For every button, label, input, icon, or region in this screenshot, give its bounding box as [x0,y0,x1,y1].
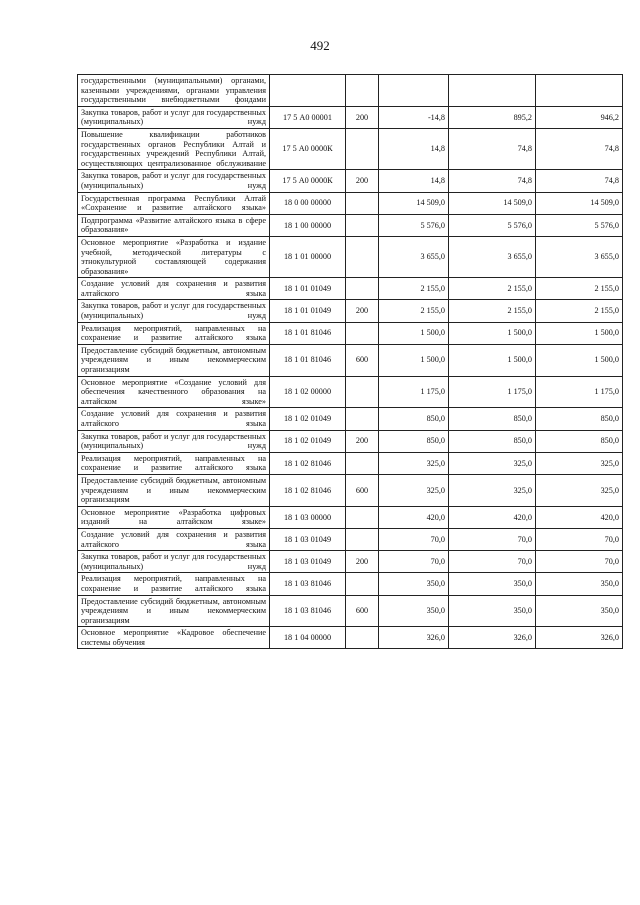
row-name-cell: Реализация мероприятий, направленных на сохранение и развитие алтайского языка [78,573,270,595]
row-name-cell: Закупка товаров, работ и услуг для государственных (муниципальных) нужд [78,106,270,128]
row-code-cell: 18 1 01 00000 [270,236,346,277]
row-name-cell: Основное мероприятие «Кадровое обеспечение системы обучения [78,627,270,649]
row-amount-1-cell: 70,0 [379,551,449,573]
row-expense-type-cell: 200 [346,430,379,452]
row-expense-type-cell: 600 [346,344,379,376]
row-name-cell: Закупка товаров, работ и услуг для государственных (муниципальных) нужд [78,170,270,192]
row-amount-3-cell: 850,0 [536,430,623,452]
row-amount-2-cell: 1 500,0 [449,344,536,376]
table-row [78,170,623,192]
row-name-cell: Закупка товаров, работ и услуг для государственных (муниципальных) нужд [78,551,270,573]
row-amount-3-cell: 74,8 [536,128,623,169]
row-name-cell: Создание условий для сохранения и развития алтайского языка [78,408,270,430]
row-amount-2-cell: 70,0 [449,528,536,550]
row-amount-1-cell: 420,0 [379,506,449,528]
table-row [78,627,623,649]
row-amount-1-cell: 14,8 [379,128,449,169]
table-row [78,528,623,550]
table-row [78,128,623,169]
row-expense-type-cell: 200 [346,106,379,128]
row-amount-1-cell: 5 576,0 [379,214,449,236]
row-amount-3-cell: 2 155,0 [536,300,623,322]
budget-table-body [78,75,623,649]
table-row [78,106,623,128]
row-code-cell: 18 1 02 01049 [270,430,346,452]
row-amount-3-cell: 946,2 [536,106,623,128]
row-code-cell: 18 1 01 01049 [270,278,346,300]
row-code-cell: 18 1 01 81046 [270,322,346,344]
row-amount-3-cell: 420,0 [536,506,623,528]
row-code-cell: 18 1 02 01049 [270,408,346,430]
row-code-cell: 18 1 03 81046 [270,595,346,627]
row-name-cell: Закупка товаров, работ и услуг для государственных (муниципальных) нужд [78,430,270,452]
row-amount-2-cell: 325,0 [449,452,536,474]
budget-table [77,74,623,649]
table-row [78,75,623,107]
row-amount-2-cell: 3 655,0 [449,236,536,277]
row-amount-2-cell: 350,0 [449,595,536,627]
row-amount-2-cell: 325,0 [449,474,536,506]
row-expense-type-cell [346,408,379,430]
row-expense-type-cell [346,192,379,214]
row-amount-3-cell: 3 655,0 [536,236,623,277]
row-amount-1-cell: 850,0 [379,430,449,452]
page-number: 492 [310,38,330,53]
row-amount-2-cell: 895,2 [449,106,536,128]
row-amount-1-cell: -14,8 [379,106,449,128]
row-expense-type-cell [346,627,379,649]
row-amount-1-cell: 1 500,0 [379,322,449,344]
row-code-cell: 18 0 00 00000 [270,192,346,214]
table-row [78,595,623,627]
table-row [78,214,623,236]
table-row [78,408,623,430]
row-amount-2-cell: 420,0 [449,506,536,528]
row-amount-1-cell: 326,0 [379,627,449,649]
row-name-cell: Государственная программа Республики Алтай «Сохранение и развитие алтайского языка» [78,192,270,214]
row-name-cell: Создание условий для сохранения и развития алтайского языка [78,278,270,300]
row-amount-3-cell [536,75,623,107]
row-amount-3-cell: 1 500,0 [536,322,623,344]
row-amount-3-cell: 1 500,0 [536,344,623,376]
row-code-cell: 18 1 02 81046 [270,474,346,506]
row-name-cell: Основное мероприятие «Разработка и издание учебной, методической литературы с этнокультурной составляющей содержания образования» [78,236,270,277]
row-amount-2-cell: 5 576,0 [449,214,536,236]
row-code-cell: 18 1 03 00000 [270,506,346,528]
row-amount-1-cell: 325,0 [379,452,449,474]
row-name-cell: государственными (муниципальными) органами, казенными учреждениями, органами управления государственными внебюджетными фондами [78,75,270,107]
row-expense-type-cell [346,236,379,277]
table-row [78,430,623,452]
row-name-cell: Предоставление субсидий бюджетным, автономным учреждениям и иным некоммерческим организациям [78,595,270,627]
row-expense-type-cell: 600 [346,595,379,627]
row-amount-3-cell: 350,0 [536,573,623,595]
row-code-cell: 17 5 А0 00001 [270,106,346,128]
row-name-cell: Предоставление субсидий бюджетным, автономным учреждениям и иным некоммерческим организациям [78,474,270,506]
row-code-cell: 18 1 02 81046 [270,452,346,474]
table-row [78,376,623,408]
row-name-cell: Закупка товаров, работ и услуг для государственных (муниципальных) нужд [78,300,270,322]
row-expense-type-cell [346,214,379,236]
row-amount-1-cell: 2 155,0 [379,300,449,322]
row-expense-type-cell [346,128,379,169]
row-amount-1-cell: 14,8 [379,170,449,192]
table-row [78,506,623,528]
row-amount-3-cell: 1 175,0 [536,376,623,408]
row-code-cell: 18 1 01 81046 [270,344,346,376]
row-code-cell: 17 5 А0 0000К [270,170,346,192]
row-amount-3-cell: 5 576,0 [536,214,623,236]
row-expense-type-cell: 200 [346,551,379,573]
row-name-cell: Реализация мероприятий, направленных на сохранение и развитие алтайского языка [78,452,270,474]
row-amount-3-cell: 325,0 [536,452,623,474]
row-code-cell: 18 1 04 00000 [270,627,346,649]
row-code-cell: 17 5 А0 0000К [270,128,346,169]
row-code-cell [270,75,346,107]
row-amount-2-cell [449,75,536,107]
row-code-cell: 18 1 03 01049 [270,528,346,550]
row-expense-type-cell [346,278,379,300]
row-name-cell: Повышение квалификации работников государственных органов Республики Алтай и государственных учреждений Республики Алтай, осуществляющих централизованное обслуживание [78,128,270,169]
row-amount-2-cell: 350,0 [449,573,536,595]
row-expense-type-cell: 200 [346,170,379,192]
row-amount-3-cell: 350,0 [536,595,623,627]
table-row [78,452,623,474]
row-amount-1-cell: 350,0 [379,595,449,627]
row-amount-2-cell: 14 509,0 [449,192,536,214]
row-expense-type-cell [346,506,379,528]
row-amount-1-cell: 2 155,0 [379,278,449,300]
row-expense-type-cell [346,452,379,474]
row-expense-type-cell [346,573,379,595]
row-code-cell: 18 1 03 81046 [270,573,346,595]
table-row [78,474,623,506]
row-amount-3-cell: 70,0 [536,551,623,573]
row-amount-1-cell: 1 175,0 [379,376,449,408]
row-amount-3-cell: 74,8 [536,170,623,192]
row-expense-type-cell [346,75,379,107]
row-amount-1-cell: 850,0 [379,408,449,430]
row-amount-3-cell: 850,0 [536,408,623,430]
row-amount-3-cell: 326,0 [536,627,623,649]
row-expense-type-cell: 200 [346,300,379,322]
row-amount-2-cell: 850,0 [449,430,536,452]
row-code-cell: 18 1 01 01049 [270,300,346,322]
table-row [78,278,623,300]
row-amount-1-cell: 3 655,0 [379,236,449,277]
row-amount-1-cell: 70,0 [379,528,449,550]
row-expense-type-cell [346,376,379,408]
row-amount-1-cell: 14 509,0 [379,192,449,214]
row-amount-3-cell: 325,0 [536,474,623,506]
row-code-cell: 18 1 00 00000 [270,214,346,236]
row-amount-1-cell: 1 500,0 [379,344,449,376]
table-row [78,322,623,344]
table-row [78,344,623,376]
row-amount-1-cell [379,75,449,107]
row-expense-type-cell [346,528,379,550]
row-amount-1-cell: 325,0 [379,474,449,506]
row-amount-3-cell: 2 155,0 [536,278,623,300]
row-name-cell: Реализация мероприятий, направленных на сохранение и развитие алтайского языка [78,322,270,344]
table-row [78,551,623,573]
row-amount-3-cell: 14 509,0 [536,192,623,214]
table-row [78,192,623,214]
row-amount-2-cell: 74,8 [449,128,536,169]
table-row [78,300,623,322]
row-amount-3-cell: 70,0 [536,528,623,550]
row-code-cell: 18 1 03 01049 [270,551,346,573]
row-amount-2-cell: 326,0 [449,627,536,649]
row-amount-2-cell: 1 175,0 [449,376,536,408]
row-amount-1-cell: 350,0 [379,573,449,595]
row-amount-2-cell: 74,8 [449,170,536,192]
row-name-cell: Основное мероприятие «Создание условий для обеспечения качественного образования на алтайском языке» [78,376,270,408]
row-expense-type-cell: 600 [346,474,379,506]
row-name-cell: Подпрограмма «Развитие алтайского языка в сфере образования» [78,214,270,236]
row-expense-type-cell [346,322,379,344]
row-name-cell: Предоставление субсидий бюджетным, автономным учреждениям и иным некоммерческим организациям [78,344,270,376]
table-row [78,573,623,595]
row-name-cell: Основное мероприятие «Разработка цифровых изданий на алтайском языке» [78,506,270,528]
row-amount-2-cell: 70,0 [449,551,536,573]
row-amount-2-cell: 2 155,0 [449,278,536,300]
row-amount-2-cell: 1 500,0 [449,322,536,344]
row-amount-2-cell: 2 155,0 [449,300,536,322]
row-amount-2-cell: 850,0 [449,408,536,430]
row-code-cell: 18 1 02 00000 [270,376,346,408]
row-name-cell: Создание условий для сохранения и развития алтайского языка [78,528,270,550]
table-row [78,236,623,277]
